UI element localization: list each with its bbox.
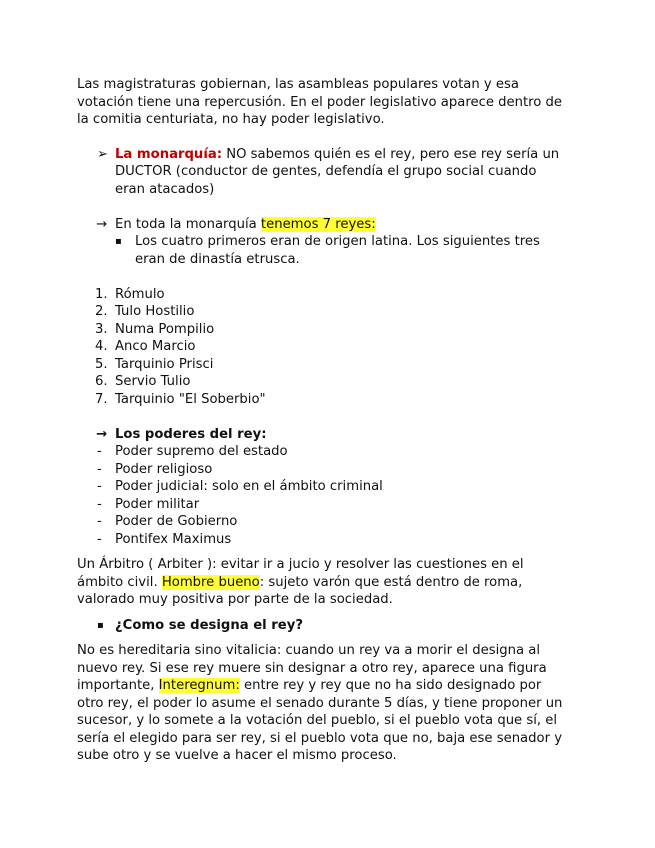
final-text-2: entre rey y rey que no ha sido designado por otro rey, el poder lo asume el senado durante 5 días, y tiene proponer un sucesor, y lo somete a la votación del pueblo, si el pueblo vota que sí, el sería el elegido para ser rey, si el pueblo vota que no, baja ese senador y sube otro y se vuelve a hacer el mismo proceso. xyxy=(77,678,563,763)
dash-bullet-icon: - xyxy=(97,514,102,529)
designa-heading xyxy=(77,617,569,635)
king-name: Tulo Hostilio xyxy=(115,304,195,319)
spacer xyxy=(77,408,569,426)
arbitro-text-2: : sujeto varón que está dentro de roma, valorado muy positiva por parte de la sociedad. xyxy=(77,574,523,607)
spacer xyxy=(77,268,569,286)
list-item xyxy=(77,461,569,479)
final-paragraph xyxy=(77,642,569,765)
poder-text: Poder militar xyxy=(115,496,200,512)
reyes-item xyxy=(77,216,569,234)
list-number: 5. xyxy=(95,356,108,372)
final-highlight: Interegnum: xyxy=(158,678,240,693)
poderes-heading xyxy=(77,426,569,444)
square-bullet-icon: ▪ xyxy=(97,619,104,631)
final-text: No es hereditaria sino vitalicia: cuando un rey va a morir el designa al nuevo rey. Si ese rey muere sin designar a otro rey, aparece una figura importante, xyxy=(77,643,547,693)
list-number: 1. xyxy=(95,286,108,302)
dash-bullet-icon: - xyxy=(97,496,102,512)
list-item xyxy=(77,496,569,514)
kings-list xyxy=(77,286,569,409)
list-number: 2. xyxy=(95,304,108,319)
king-name: Tarquinio "El Soberbio" xyxy=(115,391,266,407)
arrow-right-icon: → xyxy=(96,216,108,232)
poder-text: Poder judicial: solo en el ámbito criminal xyxy=(115,479,383,494)
spacer xyxy=(77,198,569,216)
king-name: Numa Pompilio xyxy=(115,321,215,337)
king-name: Rómulo xyxy=(115,286,165,302)
list-item xyxy=(77,391,569,409)
list-number: 3. xyxy=(95,321,108,337)
list-item xyxy=(77,478,569,496)
reyes-prefix: En toda la monarquía xyxy=(115,216,261,232)
arbitro-highlight: Hombre bueno xyxy=(161,574,260,590)
poder-text: Poder de Gobierno xyxy=(115,514,238,529)
monarquia-body: NO sabemos quién es el rey, pero ese rey sería un DUCTOR (conductor de gentes, defendía el grupo social cuando eran atacados) xyxy=(115,146,560,197)
poder-text: Poder religioso xyxy=(115,461,213,477)
list-number: 4. xyxy=(95,339,108,354)
poder-text: Poder supremo del estado xyxy=(115,444,288,459)
list-item xyxy=(77,286,569,304)
list-item xyxy=(77,373,569,391)
poder-text: Pontifex Maximus xyxy=(115,531,232,547)
list-item xyxy=(77,321,569,339)
intro-paragraph: Las magistraturas gobiernan, las asambleas populares votan y esa votación tiene una repercusión. En el poder legislativo aparece dentro de la comitia centuriata, no hay poder legislativo. xyxy=(77,77,563,127)
list-number: 6. xyxy=(95,374,108,389)
list-item xyxy=(77,443,569,461)
reyes-highlight: tenemos 7 reyes: xyxy=(260,216,376,232)
king-name: Anco Marcio xyxy=(115,339,196,354)
arrowhead-bullet-icon: ➢ xyxy=(97,146,109,162)
dash-bullet-icon: - xyxy=(97,531,102,547)
dash-bullet-icon: - xyxy=(97,479,102,494)
king-name: Servio Tulio xyxy=(115,374,191,389)
list-item xyxy=(77,338,569,356)
monarquia-text xyxy=(115,146,569,199)
arbitro-paragraph xyxy=(77,556,569,609)
list-item xyxy=(77,531,569,549)
reyes-text xyxy=(115,216,569,234)
poderes-title: Los poderes del rey: xyxy=(115,426,267,442)
monarquia-item xyxy=(77,146,569,199)
dash-bullet-icon: - xyxy=(97,444,102,459)
square-bullet-icon: ▪ xyxy=(115,236,122,247)
arrow-right-icon: → xyxy=(96,426,108,442)
monarquia-label: La monarquía: xyxy=(115,146,223,162)
reyes-subitem xyxy=(77,233,569,268)
list-item xyxy=(77,513,569,531)
designa-title: ¿Como se designa el rey? xyxy=(115,617,303,633)
arbitro-text: Un Árbitro ( Arbiter ): evitar ir a jucio y resolver las cuestiones en el ámbito civil. xyxy=(77,557,524,590)
reyes-sub-text: Los cuatro primeros eran de origen latina. Los siguientes tres eran de dinastía etrusca. xyxy=(135,234,540,267)
list-number: 7. xyxy=(95,391,108,407)
list-item xyxy=(77,303,569,321)
poderes-list xyxy=(77,443,569,548)
dash-bullet-icon: - xyxy=(97,461,102,477)
list-item xyxy=(77,356,569,374)
king-name: Tarquinio Prisci xyxy=(115,356,214,372)
